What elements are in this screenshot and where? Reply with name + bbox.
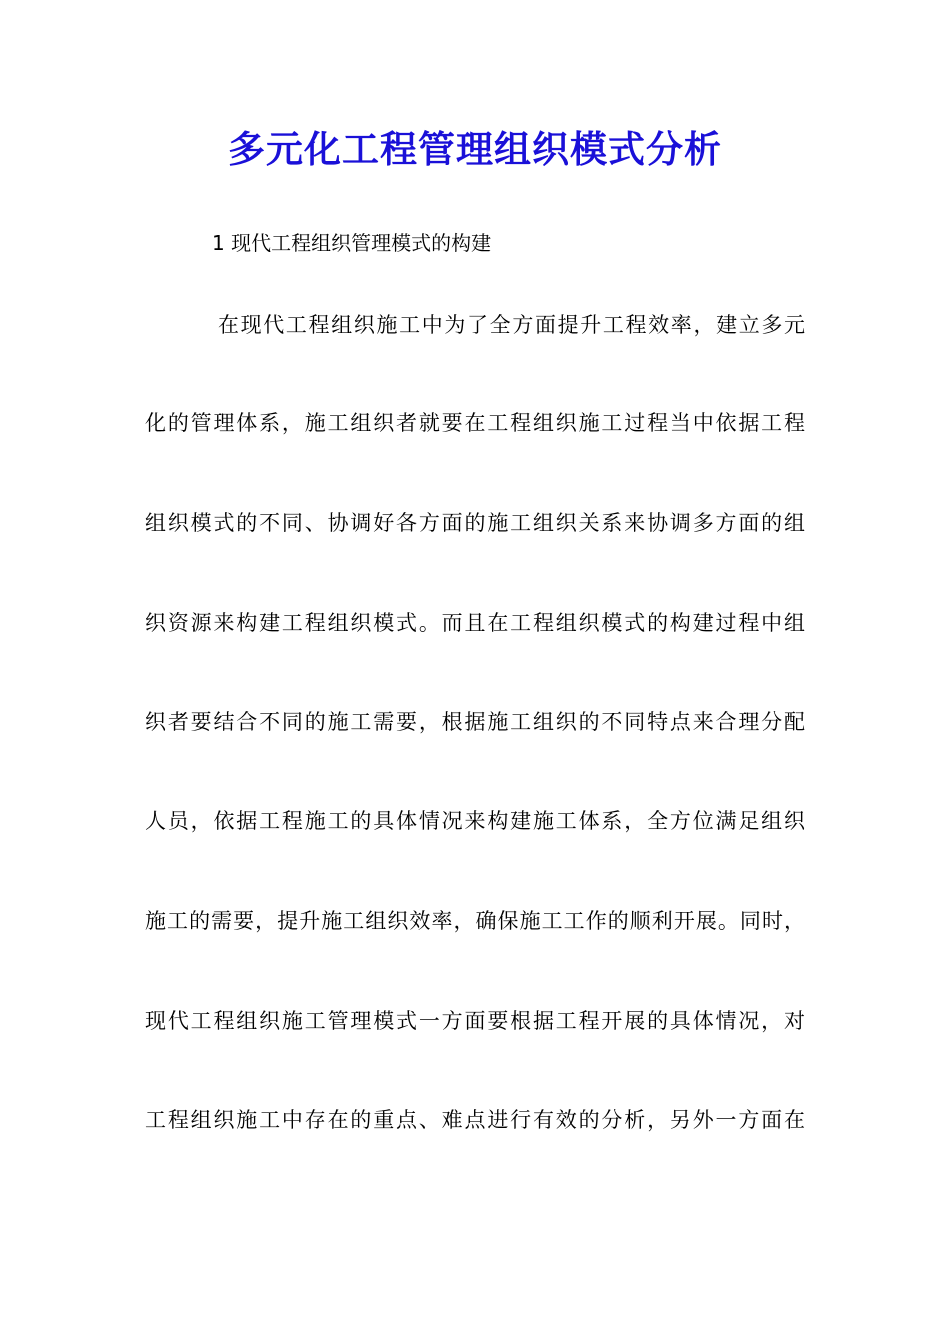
body-line: 组织模式的不同、协调好各方面的施工组织关系来协调多方面的组 (145, 511, 805, 535)
body-line: 工程组织施工中存在的重点、难点进行有效的分析，另外一方面在 (145, 1108, 805, 1132)
document-title: 多元化工程管理组织模式分析 (228, 128, 722, 171)
body-line: 人员，依据工程施工的具体情况来构建施工体系，全方位满足组织 (145, 809, 805, 833)
body-line: 现代工程组织施工管理模式一方面要根据工程开展的具体情况，对 (145, 1009, 805, 1033)
body-line: 在现代工程组织施工中为了全方面提升工程效率，建立多元 (218, 313, 805, 337)
body-line: 施工的需要，提升施工组织效率，确保施工工作的顺利开展。同时， (145, 909, 805, 933)
body-line: 织资源来构建工程组织模式。而且在工程组织模式的构建过程中组 (145, 611, 805, 635)
section-heading: 1 现代工程组织管理模式的构建 (212, 231, 492, 255)
body-line: 化的管理体系，施工组织者就要在工程组织施工过程当中依据工程 (145, 411, 805, 435)
body-line: 织者要结合不同的施工需要，根据施工组织的不同特点来合理分配 (145, 710, 805, 734)
